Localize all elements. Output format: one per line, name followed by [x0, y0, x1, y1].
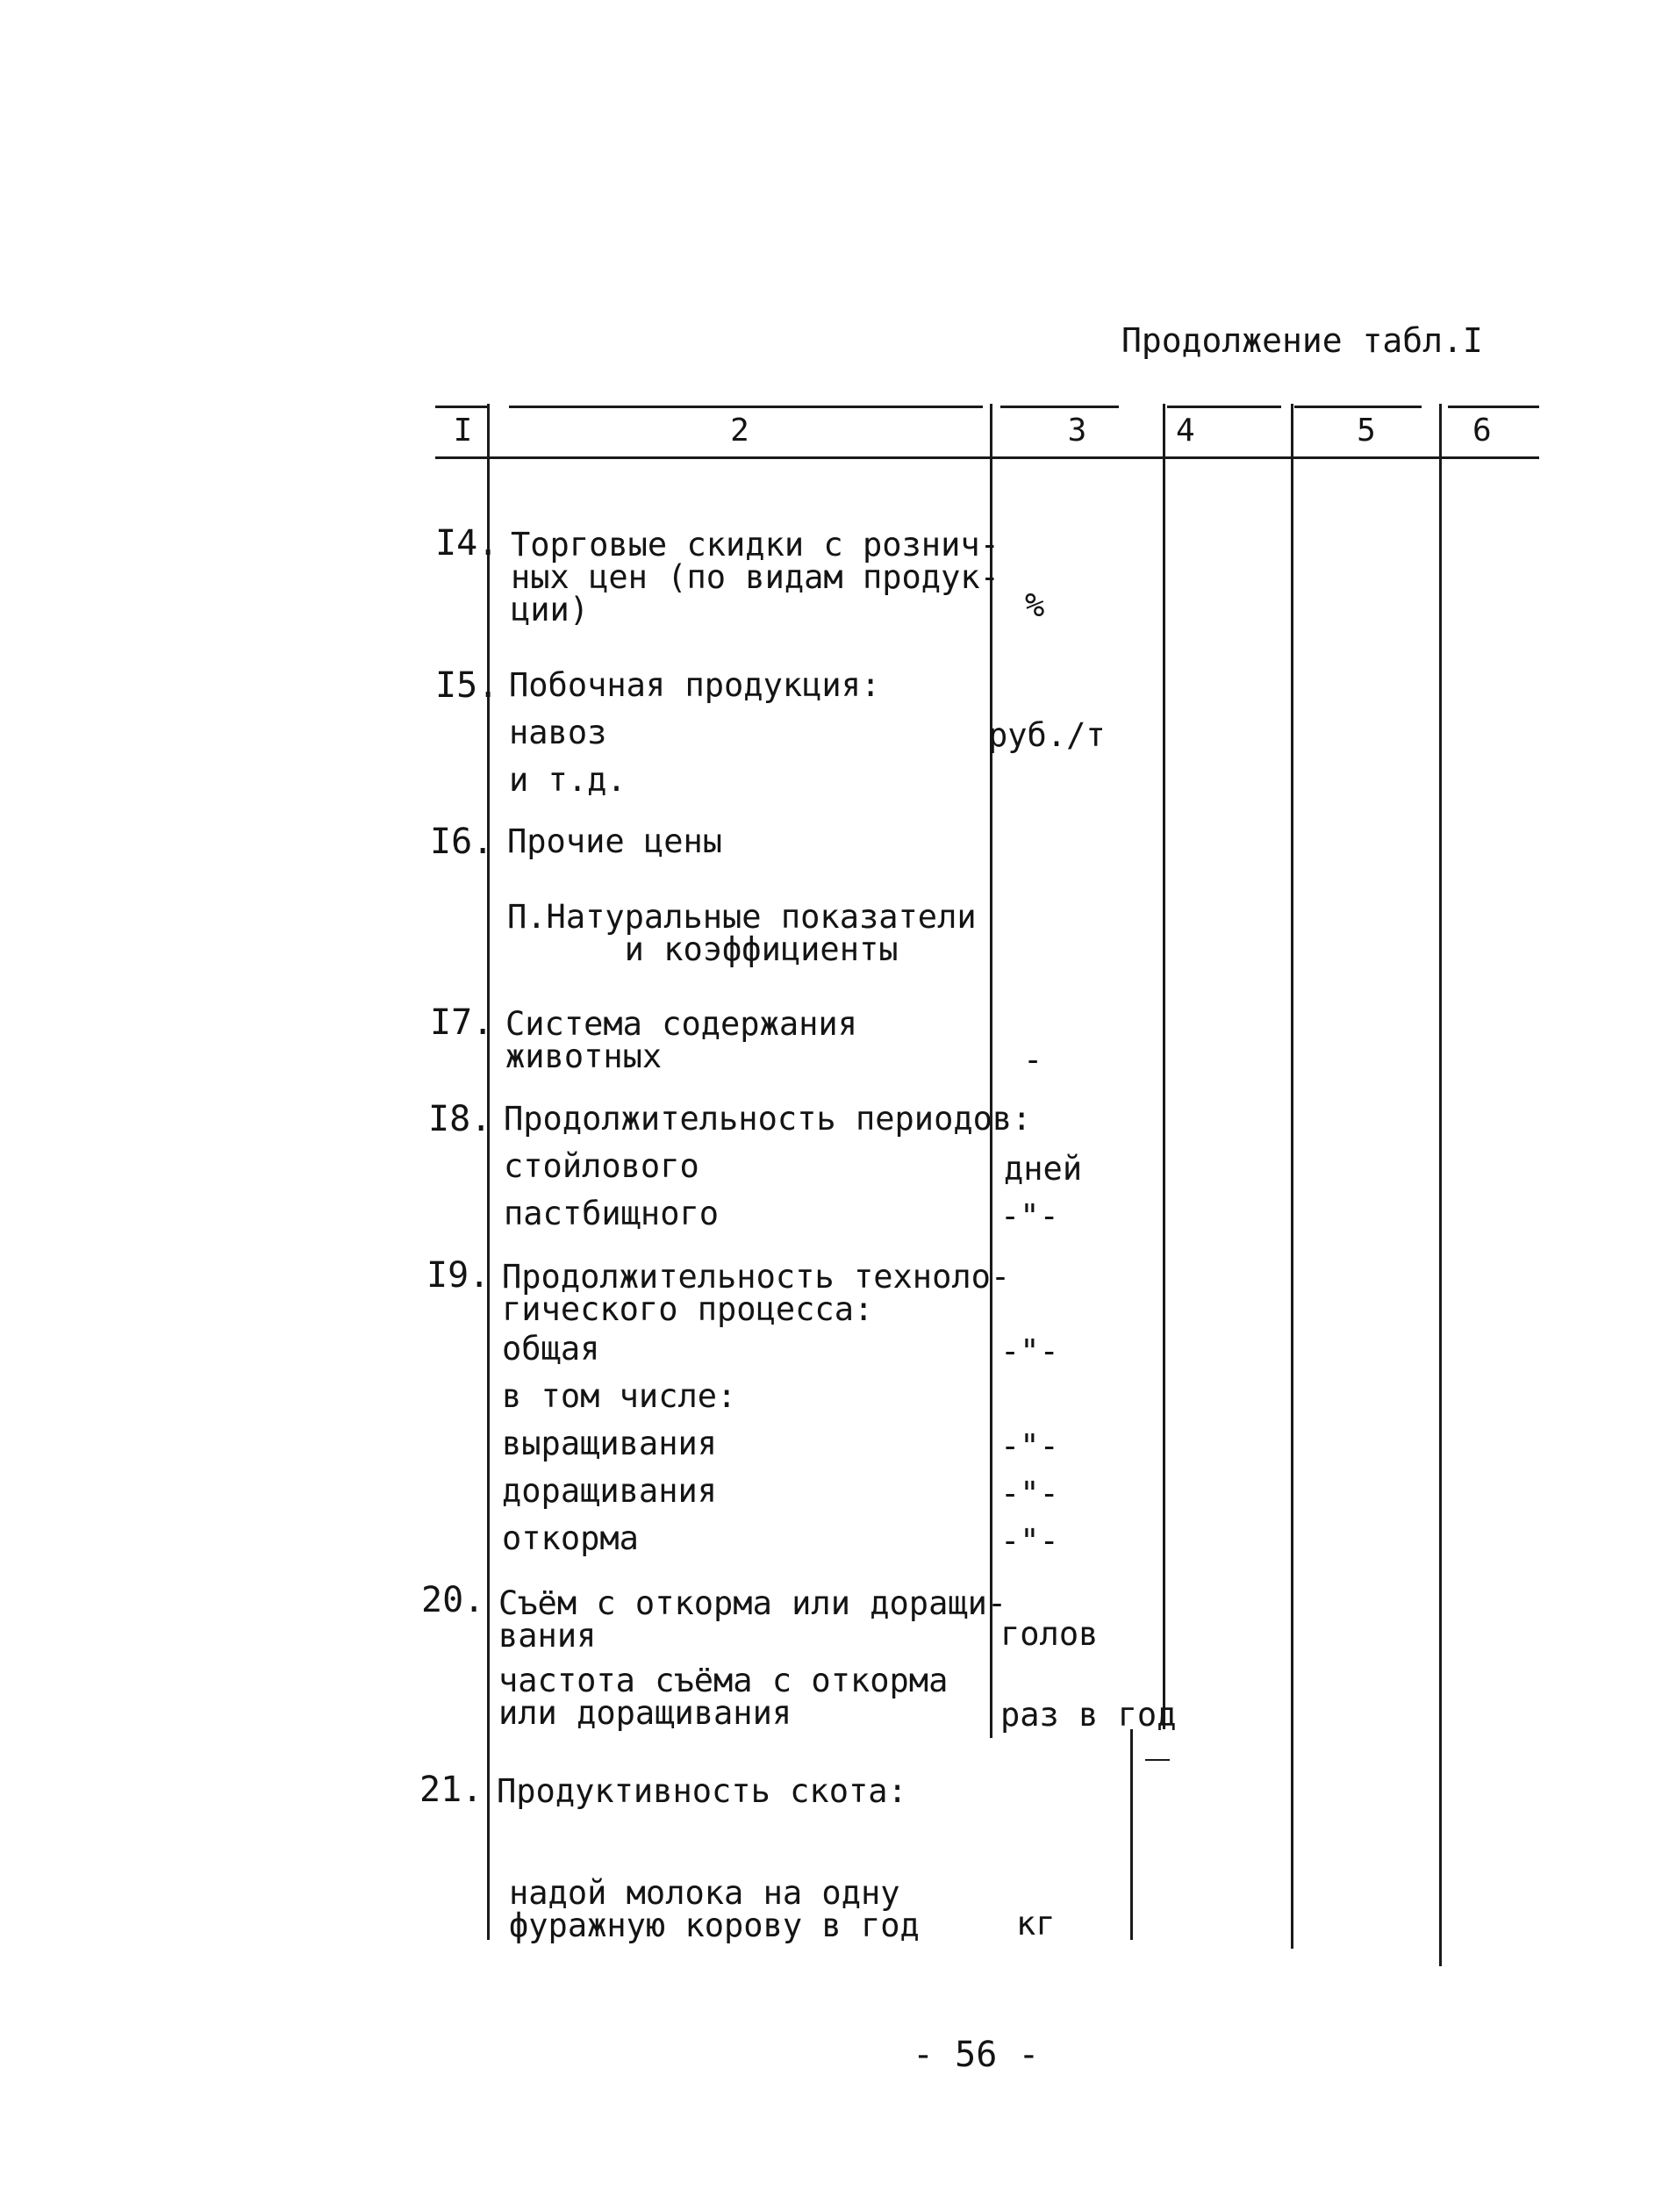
row-text-manure: навоз	[509, 714, 607, 751]
header-cell-2: 2	[730, 413, 749, 449]
row-unit-ditto-total: -"-	[1000, 1332, 1059, 1370]
header-cell-6: 6	[1472, 413, 1492, 449]
row-number-14: I4.	[435, 523, 499, 564]
row-unit-ditto-rearing: -"-	[1000, 1427, 1059, 1465]
row-text-period-duration: Продолжительность периодов:	[504, 1100, 1032, 1138]
header-cell-3: 3	[1067, 413, 1087, 449]
row-number-17: I7.	[430, 1002, 494, 1043]
table-header-rule	[435, 456, 1539, 459]
row-unit-ditto-pasture: -"-	[1000, 1197, 1059, 1235]
row-text-output-frequency: частота съёма с откорма или доращивания	[498, 1662, 949, 1732]
row-text-including: в том числе:	[502, 1377, 737, 1415]
column-divider-5	[1439, 404, 1442, 1966]
row-unit-times-per-year: раз в год	[1000, 1696, 1177, 1734]
column-divider-1	[487, 404, 490, 1940]
page-number: - 56 -	[913, 2035, 1040, 2075]
row-unit-days: дней	[1004, 1150, 1083, 1188]
row-number-15: I5.	[435, 665, 499, 706]
row-text-fattening: откорма	[502, 1519, 639, 1557]
row-number-21: 21.	[419, 1770, 484, 1810]
row-text-pasture: пастбищного	[504, 1195, 720, 1232]
section-title-natural-indicators: П.Натуральные показатели и коэффициенты	[507, 898, 977, 968]
row-number-16: I6.	[430, 822, 494, 862]
header-cell-4: 4	[1176, 413, 1195, 449]
row-text-other-prices: Прочие цены	[507, 822, 723, 860]
row-text-stall: стойлового	[504, 1147, 699, 1185]
row-unit-ditto-growing: -"-	[1000, 1475, 1059, 1512]
row-text-productivity: Продуктивность скота:	[497, 1772, 907, 1810]
row-text-by-products: Побочная продукция:	[509, 666, 881, 704]
column-divider-4-tick	[1145, 1759, 1170, 1761]
row-text-growing: доращивания	[502, 1472, 718, 1510]
row-text-output: Съём с откорма или доращи- вания	[498, 1584, 1007, 1655]
column-divider-3	[1163, 404, 1165, 1729]
row-text-trade-discounts: Торговые скидки с рознич- ных цен (по видам продук- ции)	[511, 526, 999, 628]
row-text-housing-system: Система содержания животных	[505, 1005, 857, 1075]
row-text-process-duration: Продолжительность техноло- гического процесса:	[502, 1258, 1011, 1328]
header-cell-1: I	[453, 413, 473, 449]
row-unit-ditto-fattening: -"-	[1000, 1522, 1059, 1560]
row-text-rearing: выращивания	[502, 1425, 718, 1462]
row-number-19: I9.	[426, 1255, 491, 1296]
row-text-milk-yield: надой молока на одну фуражную корову в год	[509, 1874, 920, 1944]
row-unit-dash: -	[1023, 1041, 1043, 1079]
row-number-18: I8.	[428, 1099, 492, 1139]
row-unit-percent: %	[1025, 586, 1045, 624]
header-cell-5: 5	[1357, 413, 1376, 449]
row-unit-rub-per-ton: руб./т	[988, 716, 1106, 754]
row-number-20: 20.	[421, 1580, 485, 1620]
column-divider-4	[1291, 404, 1293, 1949]
row-text-etc: и т.д.	[509, 761, 627, 799]
table-caption: Продолжение табл.I	[1121, 321, 1483, 360]
row-text-total: общая	[502, 1330, 600, 1368]
row-unit-kg: кг	[1016, 1905, 1056, 1943]
column-divider-3-lower	[1130, 1729, 1133, 1940]
row-unit-heads: голов	[1000, 1615, 1099, 1653]
